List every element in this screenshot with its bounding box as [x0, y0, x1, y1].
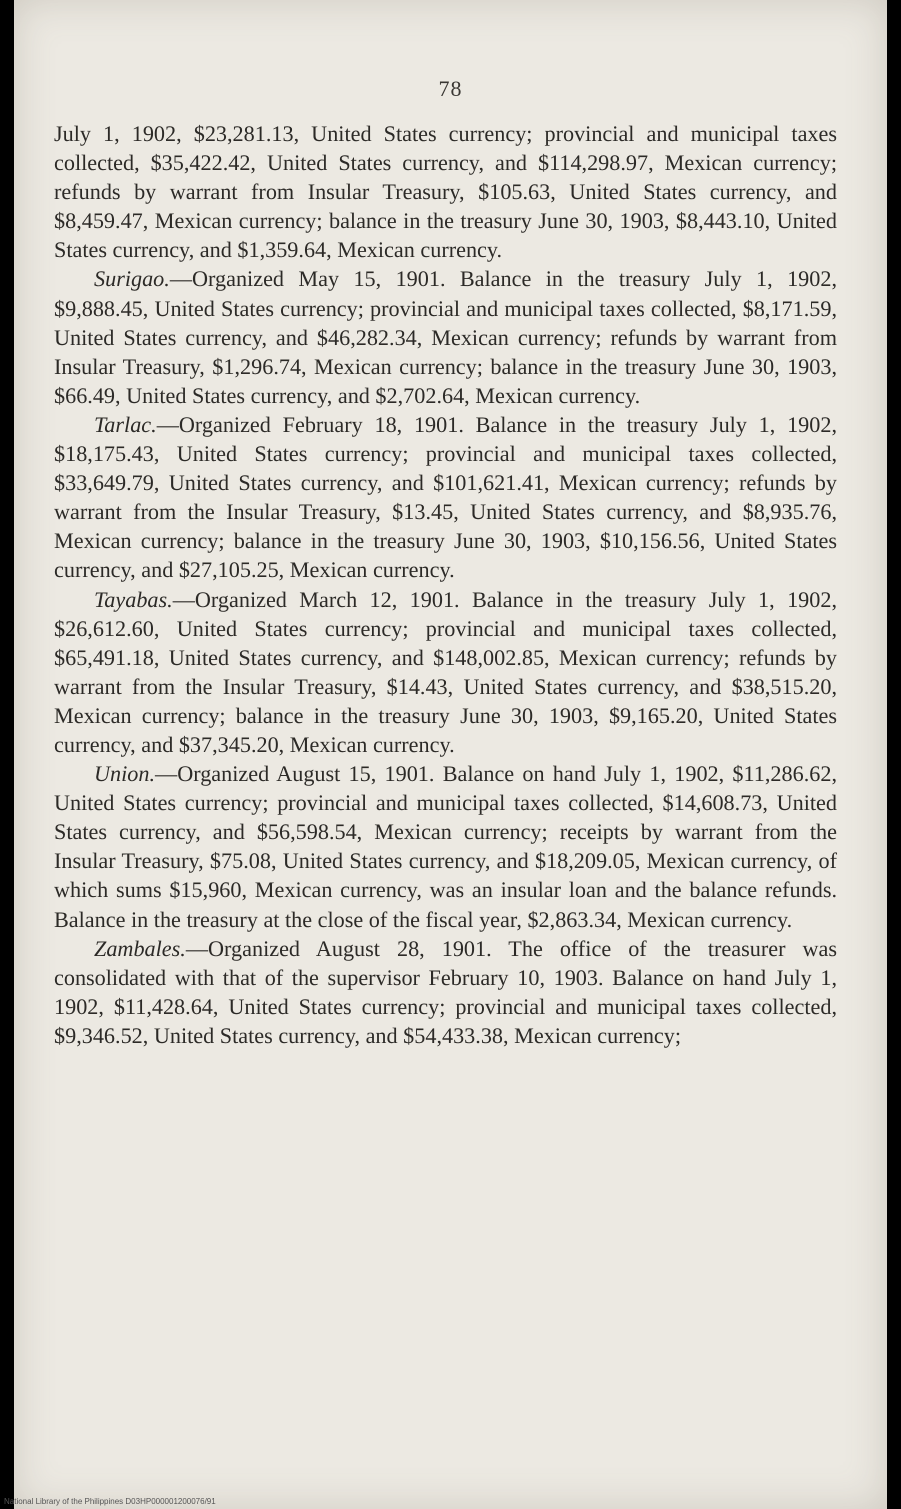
document-page — [14, 0, 887, 1509]
page-body — [54, 119, 837, 1050]
paragraph-continued — [54, 119, 837, 264]
province-name: Union. — [94, 761, 156, 787]
province-name: Tarlac. — [94, 411, 157, 437]
province-name: Surigao. — [94, 266, 170, 292]
page-number: 78 — [438, 76, 463, 101]
paragraph-text: —Organized May 15, 1901. Balance in the treasury July 1, 1902, $9,888.45, United States currency; provincial and municipal taxes collected, $8,171.59, United States currency, and $46,282.34, Mexican currency; refunds by warrant from Insular Treasury, $1,296.74, Mexican currency; balance in the treasury June 30, 1903, $66.49, United States currency, and $2,702.64, Mexican currency. — [54, 266, 837, 408]
paragraph-surigao — [54, 264, 837, 409]
paragraph-text: —Organized March 12, 1901. Balance in the treasury July 1, 1902, $26,612.60, United States currency; provincial and municipal taxes collected, $65,491.18, United States currency, and $148,002.85, Mexican currency; refunds by warrant from the Insular Treasury, $14.43, United States currency, and $38,515.20, Mexican currency; balance in the treasury June 30, 1903, $9,165.20, United States currency, and $37,345.20, Mexican currency. — [54, 586, 837, 757]
paragraph-text: —Organized August 28, 1901. The office of the treasurer was consolidated with that of the supervisor February 10, 1903. Balance on hand July 1, 1902, $11,428.64, United States currency; provincial and municipal taxes collected, $9,346.52, United States currency, and $54,433.38, Mexican currency; — [54, 935, 837, 1048]
paragraph-zambales — [54, 934, 837, 1050]
paragraph-tayabas — [54, 585, 837, 760]
paragraph-text: July 1, 1902, $23,281.13, United States currency; provincial and municipal taxes collected, $35,422.42, United States currency, and $114,298.97, Mexican currency; refunds by warrant from Insular Treasury, $105.63, United States currency, and $8,459.47, Mexican currency; balance in the treasury June 30, 1903, $8,443.10, United States currency, and $1,359.64, Mexican currency. — [54, 121, 837, 263]
province-name: Tayabas. — [94, 586, 173, 612]
scan-credit: National Library of the Philippines D03HP000001200076/91 — [4, 1497, 216, 1506]
province-name: Zambales. — [94, 935, 186, 961]
paragraph-text: —Organized February 18, 1901. Balance in the treasury July 1, 1902, $18,175.43, United States currency; provincial and municipal taxes collected, $33,649.79, United States currency, and $101,621.41, Mexican currency; refunds by warrant from the Insular Treasury, $13.45, United States currency, and $8,935.76, Mexican currency; balance in the treasury June 30, 1903, $10,156.56, United States currency, and $27,105.25, Mexican currency. — [54, 411, 837, 583]
paragraph-text: —Organized August 15, 1901. Balance on hand July 1, 1902, $11,286.62, United States currency; provincial and municipal taxes collected, $14,608.73, United States currency, and $56,598.54, Mexican currency; receipts by warrant from the Insular Treasury, $75.08, United States currency, and $18,209.05, Mexican currency, of which sums $15,960, Mexican currency, was an insular loan and the balance refunds. Balance in the treasury at the close of the fiscal year, $2,863.34, Mexican currency. — [54, 761, 837, 932]
paragraph-tarlac — [54, 410, 837, 585]
paragraph-union — [54, 759, 837, 934]
